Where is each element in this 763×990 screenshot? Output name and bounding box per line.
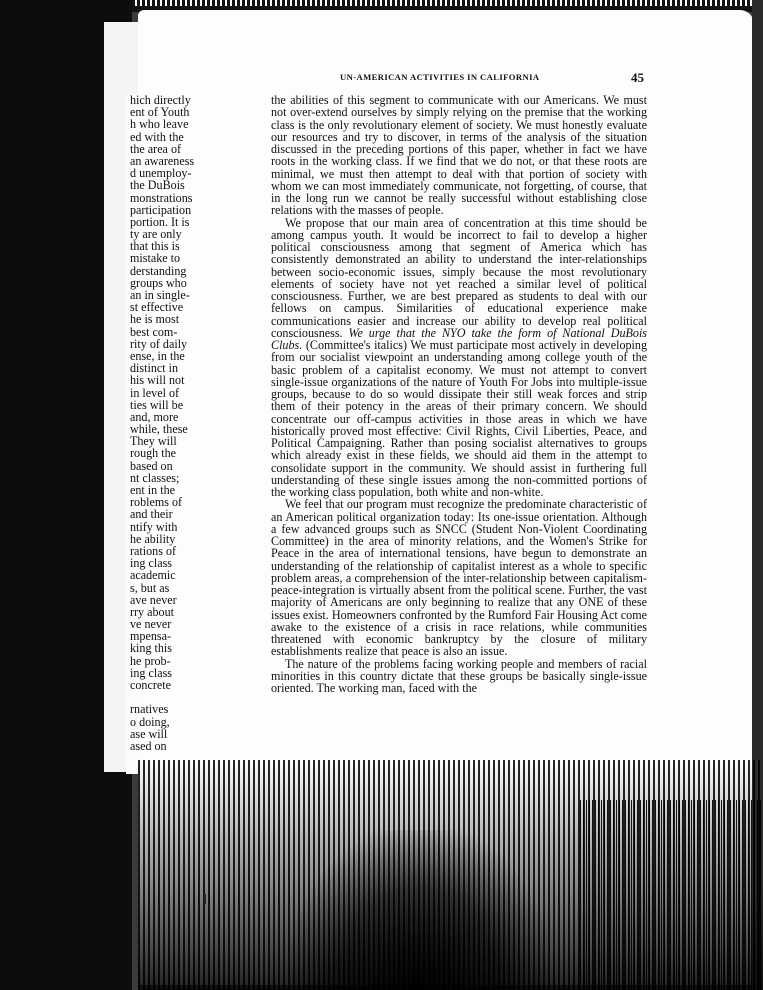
fragment-line: ave never [130,592,177,607]
running-header: UN-AMERICAN ACTIVITIES IN CALIFORNIA [340,72,540,82]
fragment-line: nt classes; [130,470,180,485]
fragment-line: the area of [130,141,182,156]
fragment-line: he ability [130,531,176,546]
fragment-line: participation [130,202,192,217]
fragment-line: the DuBois [130,178,185,193]
fragment-line: ased on [130,738,167,753]
paragraph-1: the abilities of this segment to communicate with our Americans. We must not over-extend ourselves by simply relying on the premise that the working class is the only revolutionary element of society. We must honestly evaluate our resources and try to discover, in terms of the analysis of the situation discussed in the preceding portions of this paper, whether in fact we have roots in the working class. If we find that we do not, or that these roots are minimal, we must then attempt to deal with that portion of society with whom we can most immediately communicate, not forgetting, of course, that in the long run we cannot be really successful without establishing close relations with the masses of people. [271,93,647,218]
fragment-line: h who leave [130,117,189,132]
fragment-line: his will not [130,373,185,388]
fragment-line: ase will [130,726,168,741]
fragment-line: based on [130,458,173,473]
fragment-line: distinct in [130,361,179,376]
fragment-line: mistake to [130,251,181,266]
paragraph-2-italic: We urge that the NYO take the form of National DuBois Clubs. [271,325,648,352]
fragment-line: mpensa- [130,629,171,644]
fragment-line: an in single- [130,288,190,302]
fragment-line: he prob- [130,653,171,668]
fragment-line: king this [130,641,172,656]
page-number: 45 [631,70,644,85]
fragment-line: ntify with [130,519,178,534]
fragment-line: ve never [130,617,172,632]
fragment-line: They will [130,434,177,449]
fragment-line: rough the [130,446,177,461]
fragment-line: best com- [130,324,178,339]
paragraph-2 [271,217,647,499]
fragment-line: ent in the [130,483,176,497]
fragment-line: he is most [130,312,180,327]
fragment-line: ed with the [130,129,184,144]
paragraph-2-text-a: We propose that our main area of concentration at this time should be among campus youth. It would be incorrect to fail to develop a higher political consciousness among that segment of America which has consistently demonstrated an ability to understand the inter-relationships between socio-economic issues, simply because the most revolutionary elements of society have not yet reached a similar level of political consciousness. Further, we are best prepared as students to deal with our fellows on campus. Similarities of educational experience make communications easier and increase our ability to develop real political consciousness. [271,215,647,340]
fragment-line: an awareness [130,153,195,168]
facing-page-text-fragments [130,94,200,752]
stray-mark [204,894,206,904]
fragment-line: ing class [130,556,172,571]
fragment-line: concrete [130,678,171,692]
fragment-line: ing class [130,665,172,680]
fragment-line: and, more [130,409,179,424]
fragment-line: s, but as [130,580,170,595]
body-text [271,94,647,694]
fragment-line: monstrations [130,190,193,205]
fragment-line: academic [130,568,176,583]
paragraph-3: We feel that our program must recognize the predominate characteristic of an American political organization today: Its one-issue orientation. Although a few advanced groups such as SNCC (Student Non-Violent Coordinating Committee) in the area of minority relations, and the Women's Strike for Peace in the area of international tensions, have begun to demonstrate an understanding of the relationship of capitalist interest as a whole to specific problem areas, a comprehension of the inter-relationship between capitalism-peace-integration is virtually absent from the political scene. Further, the vast majority of Americans are only beginning to realize that any ONE of these issues exist. Homeowners confronted by the Rumford Fair Housing Act come awake to the existence of a crisis in race relations, while communities threatened with economic bankruptcy by the closure of military establishments realize that peace is also an issue. [271,497,647,659]
binding-shadow-lines [580,800,763,990]
fragment-line: st effective [130,300,184,315]
fragment-line: ty are only [130,227,182,242]
fragment-line: ties will be [130,397,184,412]
fragment-line: rnatives [130,702,169,717]
fragment-line: groups who [130,275,187,290]
fragment-line: in level of [130,385,180,400]
binding-shadow-dark [290,830,550,990]
fragment-line: rry about [130,604,174,619]
fragment-line: ent of Youth [130,105,190,120]
fragment-line: while, these [130,422,188,437]
paragraph-4: The nature of the problems facing working people and members of racial minorities in this country dictate that these groups be basically single-issue oriented. The working man, faced with the [271,656,647,695]
fragment-line: ense, in the [130,348,185,363]
fragment-line: portion. It is [130,214,190,229]
fragment-line: that this is [130,239,180,254]
fragment-line: and their [130,507,173,522]
fragment-line: rity of daily [130,336,188,351]
paragraph-2-text-b: (Committee's italics) We must participate most actively in developing from our socialist viewpoint an understanding among college youth of the basic problem of a capitalist economy. We must not attempt to convert single-issue organizations of the nature of Youth For Jobs into multiple-issue groups, because to do so would dissipate their still weak forces and strip them of their potency in the areas of their primary concern. We should concentrate our off-campus activities in those areas in which we have historically proved most effective: Civil Rights, Civil Liberties, Peace, and Political Campaigning. Rather than posing socialist alternatives to groups which already exist in these fields, we should aid them in the attempt to consolidate support in the community. We should assist in furthering full understanding of these single issues among the non-committed portions of the working class population, both white and non-white. [271,338,648,499]
fragment-line: o doing, [130,714,170,729]
fragment-line: roblems of [130,495,183,510]
fragment-line: rations of [130,543,177,558]
fragment-line: derstanding [130,263,187,278]
fragment-line: d unemploy- [130,166,192,181]
fragment-line: hich directly [130,94,191,107]
